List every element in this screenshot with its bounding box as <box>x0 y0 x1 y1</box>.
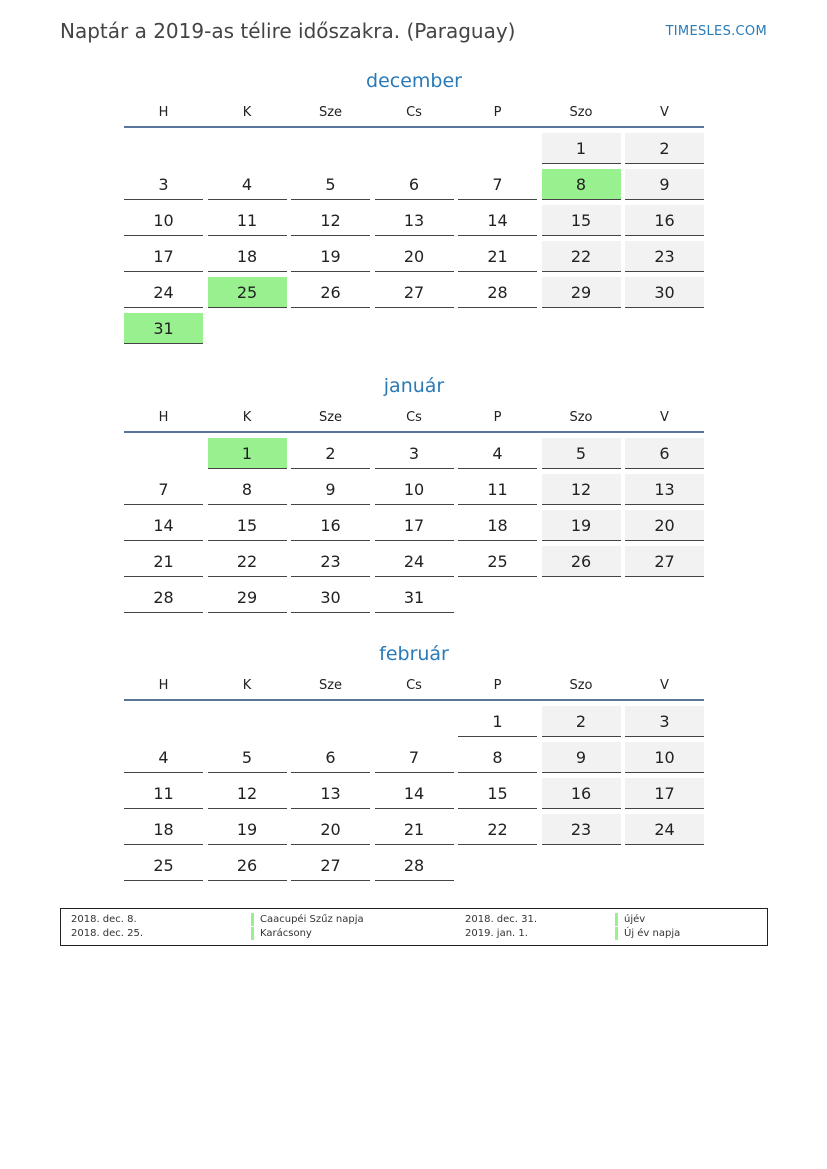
day-cell: 20 <box>625 510 704 541</box>
weekday-label: P <box>493 105 502 120</box>
legend-holiday-name: Caacupéi Szűz napja <box>251 913 465 926</box>
day-cell: 19 <box>208 814 287 845</box>
day-cell: 19 <box>291 241 370 272</box>
month-december <box>124 68 704 344</box>
weekday-label: K <box>242 105 252 120</box>
day-cell: 3 <box>124 169 203 200</box>
day-cell: 26 <box>208 850 287 881</box>
weekday-label: V <box>660 105 669 120</box>
day-cell: 24 <box>375 546 454 577</box>
day-cell: 18 <box>208 241 287 272</box>
day-cell: 22 <box>542 241 621 272</box>
day-cell: 6 <box>291 742 370 773</box>
weekday-label: K <box>242 678 252 693</box>
day-cell: 6 <box>375 169 454 200</box>
day-cell: 17 <box>375 510 454 541</box>
weekday-label: H <box>158 410 169 425</box>
day-cell: 16 <box>625 205 704 236</box>
site-link[interactable]: TIMESLES.COM <box>665 24 767 39</box>
day-cell: 4 <box>458 438 537 469</box>
weekday-label: Cs <box>406 105 422 120</box>
month-title: január <box>383 375 445 397</box>
day-cell: 2 <box>542 706 621 737</box>
day-cell: 21 <box>124 546 203 577</box>
empty-cell <box>458 133 537 164</box>
empty-cell <box>291 706 370 737</box>
day-cell: 27 <box>375 277 454 308</box>
empty-cell <box>375 706 454 737</box>
legend-date: 2018. dec. 25. <box>71 928 144 939</box>
day-cell: 30 <box>625 277 704 308</box>
month-title: december <box>366 70 462 92</box>
day-cell: 30 <box>291 582 370 613</box>
weekday-label: P <box>493 410 502 425</box>
day-cell: 14 <box>124 510 203 541</box>
days-grid <box>124 701 704 881</box>
day-cell: 9 <box>625 169 704 200</box>
weekday-label: Cs <box>406 410 422 425</box>
day-cell: 11 <box>458 474 537 505</box>
day-cell: 29 <box>208 582 287 613</box>
weekday-label: V <box>660 410 669 425</box>
day-cell: 19 <box>542 510 621 541</box>
holiday-day-cell: 31 <box>124 313 203 344</box>
day-cell: 22 <box>458 814 537 845</box>
day-cell: 15 <box>542 205 621 236</box>
day-cell: 8 <box>458 742 537 773</box>
day-cell: 7 <box>458 169 537 200</box>
empty-cell <box>124 133 203 164</box>
day-cell: 20 <box>375 241 454 272</box>
weekday-header <box>124 403 704 433</box>
weekday-label: V <box>660 678 669 693</box>
holiday-day-cell: 1 <box>208 438 287 469</box>
day-cell: 2 <box>291 438 370 469</box>
day-cell: 28 <box>124 582 203 613</box>
day-cell: 4 <box>124 742 203 773</box>
day-cell: 13 <box>375 205 454 236</box>
day-cell: 7 <box>124 474 203 505</box>
weekday-label: H <box>158 678 169 693</box>
weekday-header <box>124 98 704 128</box>
legend-grid <box>61 909 767 940</box>
weekday-label: Sze <box>318 410 343 425</box>
day-cell: 24 <box>124 277 203 308</box>
day-cell: 6 <box>625 438 704 469</box>
days-grid <box>124 128 704 344</box>
day-cell: 26 <box>542 546 621 577</box>
day-cell: 17 <box>124 241 203 272</box>
day-cell: 11 <box>208 205 287 236</box>
day-cell: 20 <box>291 814 370 845</box>
day-cell: 18 <box>124 814 203 845</box>
holiday-day-cell: 25 <box>208 277 287 308</box>
day-cell: 26 <box>291 277 370 308</box>
day-cell: 23 <box>542 814 621 845</box>
day-cell: 25 <box>458 546 537 577</box>
day-cell: 9 <box>542 742 621 773</box>
day-cell: 27 <box>291 850 370 881</box>
days-grid <box>124 433 704 613</box>
empty-cell <box>208 133 287 164</box>
empty-cell <box>291 133 370 164</box>
day-cell: 15 <box>458 778 537 809</box>
day-cell: 21 <box>375 814 454 845</box>
weekday-label: H <box>158 105 169 120</box>
empty-cell <box>124 706 203 737</box>
day-cell: 23 <box>625 241 704 272</box>
day-cell: 8 <box>208 474 287 505</box>
day-cell: 31 <box>375 582 454 613</box>
day-cell: 12 <box>542 474 621 505</box>
day-cell: 14 <box>458 205 537 236</box>
weekday-label: P <box>493 678 502 693</box>
day-cell: 10 <box>375 474 454 505</box>
day-cell: 5 <box>291 169 370 200</box>
day-cell: 23 <box>291 546 370 577</box>
day-cell: 12 <box>291 205 370 236</box>
day-cell: 15 <box>208 510 287 541</box>
day-cell: 2 <box>625 133 704 164</box>
day-cell: 3 <box>625 706 704 737</box>
day-cell: 13 <box>625 474 704 505</box>
month-january <box>124 373 704 613</box>
weekday-label: Sze <box>318 678 343 693</box>
day-cell: 11 <box>124 778 203 809</box>
weekday-label: K <box>242 410 252 425</box>
day-cell: 10 <box>124 205 203 236</box>
month-title: február <box>379 643 449 665</box>
day-cell: 16 <box>542 778 621 809</box>
empty-cell <box>208 706 287 737</box>
day-cell: 12 <box>208 778 287 809</box>
legend-holiday-name: Karácsony <box>251 927 465 940</box>
day-cell: 22 <box>208 546 287 577</box>
day-cell: 7 <box>375 742 454 773</box>
holiday-day-cell: 8 <box>542 169 621 200</box>
weekday-header <box>124 671 704 701</box>
holiday-legend <box>60 908 768 946</box>
day-cell: 1 <box>458 706 537 737</box>
month-february <box>124 641 704 881</box>
legend-date: 2018. dec. 8. <box>71 914 137 925</box>
legend-holiday-name: újév <box>615 913 765 926</box>
weekday-label: Szo <box>569 678 593 693</box>
day-cell: 25 <box>124 850 203 881</box>
weekday-label: Sze <box>318 105 343 120</box>
weekday-label: Szo <box>569 410 593 425</box>
day-cell: 18 <box>458 510 537 541</box>
day-cell: 28 <box>375 850 454 881</box>
day-cell: 1 <box>542 133 621 164</box>
page-title: Naptár a 2019-as télire időszakra. (Paraguay) <box>60 19 516 43</box>
day-cell: 5 <box>542 438 621 469</box>
day-cell: 10 <box>625 742 704 773</box>
empty-cell <box>124 438 203 469</box>
day-cell: 16 <box>291 510 370 541</box>
day-cell: 29 <box>542 277 621 308</box>
day-cell: 17 <box>625 778 704 809</box>
day-cell: 28 <box>458 277 537 308</box>
day-cell: 14 <box>375 778 454 809</box>
legend-date: 2019. jan. 1. <box>465 928 528 939</box>
weekday-label: Cs <box>406 678 422 693</box>
day-cell: 24 <box>625 814 704 845</box>
legend-date: 2018. dec. 31. <box>465 914 538 925</box>
day-cell: 27 <box>625 546 704 577</box>
empty-cell <box>375 133 454 164</box>
day-cell: 3 <box>375 438 454 469</box>
weekday-label: Szo <box>569 105 593 120</box>
day-cell: 4 <box>208 169 287 200</box>
day-cell: 5 <box>208 742 287 773</box>
day-cell: 21 <box>458 241 537 272</box>
day-cell: 9 <box>291 474 370 505</box>
day-cell: 13 <box>291 778 370 809</box>
legend-holiday-name: Új év napja <box>615 927 765 940</box>
